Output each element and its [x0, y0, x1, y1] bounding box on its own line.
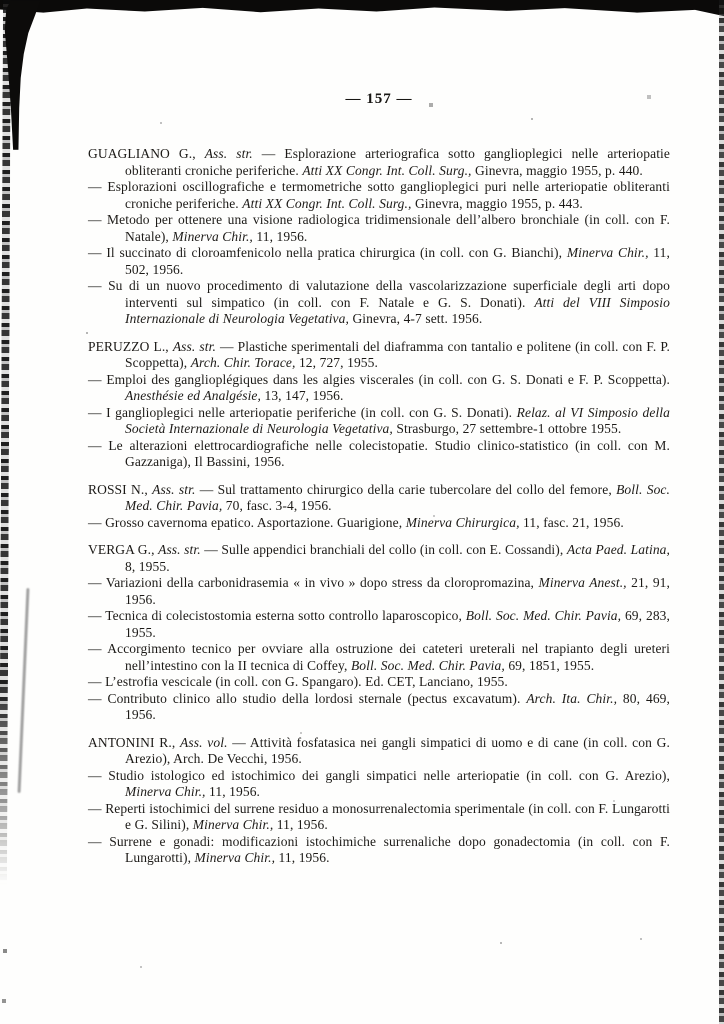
text-segment-italic: Ass. str.	[152, 481, 196, 497]
text-segment-italic: Atti del VIII Simposio Internazionale di Neurologia Vegetativa,	[125, 294, 670, 326]
text-segment: GUAGLIANO G.,	[88, 146, 205, 161]
bib-group-rossi	[88, 482, 670, 532]
bib-entry	[88, 542, 670, 575]
text-segment: 21, 91, 1956.	[125, 575, 670, 607]
text-segment-italic: Arch. Ita. Chir.,	[526, 690, 618, 706]
text-segment-italic: Ass. str.	[204, 146, 253, 161]
scan-artifact-scratch	[18, 588, 30, 793]
text-segment: Ginevra, maggio 1955, p. 443.	[411, 195, 583, 211]
scan-artifact-noise-dots	[0, 0, 2, 2]
scan-artifact-top-edge	[0, 0, 724, 17]
text-segment-italic: Acta Paed. Latina,	[566, 542, 670, 557]
text-segment: VERGA G.,	[88, 542, 159, 557]
text-segment: 8, 1955.	[125, 558, 170, 574]
text-segment: — Sul trattamento chirurgico della carie tubercolare del collo del femore,	[195, 481, 617, 497]
bib-entry	[88, 212, 670, 245]
bib-entry	[88, 372, 670, 405]
text-segment: — Grosso cavernoma epatico. Asportazione. Guarigione,	[88, 514, 406, 530]
bib-group-verga	[88, 542, 670, 724]
text-segment: — Su di un nuovo procedimento di valutazione della vascolarizzazione superficiale degli arti dopo interventi sul simpatico (in coll. con F. Natale e G. S. Donati).	[88, 278, 670, 310]
bib-entry	[88, 834, 670, 867]
text-segment: Strasburgo, 27 settembre-1 ottobre 1955.	[392, 421, 622, 436]
text-segment-italic: Boll. Soc. Med. Chir. Pavia,	[465, 608, 622, 623]
bib-group-guagliano	[88, 146, 670, 328]
bib-entry	[88, 405, 670, 438]
text-segment: — Metodo per ottenere una visione radiologica tridimensionale dell’albero bronchiale (in coll. con F. Natale),	[88, 212, 670, 244]
text-segment-italic: Ass. str.	[172, 338, 216, 354]
bib-entry	[88, 691, 670, 724]
text-segment: — Le alterazioni elettrocardiografiche nelle colecistopatie. Studio clinico-statistico (in coll. con M. Gazzaniga), Il Bassini, 1956.	[88, 437, 670, 469]
text-segment-italic: Minerva Chirurgica,	[405, 514, 520, 530]
bib-entry	[88, 735, 670, 768]
text-segment: — Sulle appendici branchiali del collo (in coll. con E. Cossandi),	[200, 542, 567, 557]
bib-entry	[88, 438, 670, 471]
text-segment: — Reperti istochimici del surrene residuo a monosurrenalectomia sperimentale (in coll. con F. Lungarotti e G. Silini),	[88, 800, 670, 832]
text-segment: PERUZZO L.,	[88, 338, 173, 354]
text-segment-italic: Atti XX Congr. Int. Coll. Surg.,	[302, 162, 472, 178]
page-number: — 157 —	[345, 91, 413, 107]
text-segment: 69, 1851, 1955.	[504, 657, 595, 673]
text-segment-italic: Anesthésie ed Analgésie,	[125, 388, 261, 403]
text-segment-italic: Atti XX Congr. Int. Coll. Surg.,	[242, 195, 412, 211]
bib-entry	[88, 575, 670, 608]
bib-group-peruzzo	[88, 339, 670, 471]
text-segment: — I ganglioplegici nelle arteriopatie periferiche (in coll. con G. S. Donati).	[88, 404, 517, 420]
text-segment-italic: Minerva Chir.,	[172, 228, 253, 244]
text-segment-italic: Boll. Soc. Med. Chir. Pavia,	[350, 657, 505, 673]
text-segment: — Variazioni della carbonidrasemia « in vivo » dopo stress da cloropromazina,	[88, 575, 539, 590]
text-segment: — Surrene e gonadi: modificazioni istochimiche surrenaliche dopo gonadectomia (in coll. con F. Lungarotti),	[88, 833, 670, 865]
text-segment: — Accorgimento tecnico per ovviare alla ostruzione dei cateteri ureterali nel trapianto degli ureteri nell’intestino con la II tecnica di Coffey,	[88, 641, 670, 673]
bib-entry	[88, 339, 670, 372]
text-segment-italic: Minerva Chir.,	[566, 245, 649, 260]
bib-entry	[88, 245, 670, 278]
text-segment: ANTONINI R.,	[88, 734, 181, 750]
text-segment: 69, 283, 1955.	[125, 608, 670, 640]
text-segment: 11, 1956.	[273, 817, 328, 832]
text-segment-italic: Ass. str.	[158, 542, 201, 557]
text-segment: — L’estrofia vescicale (in coll. con G. Spangaro). Ed. CET, Lanciano, 1955.	[88, 674, 508, 689]
text-segment-italic: Arch. Chir. Torace,	[190, 355, 296, 370]
scan-artifact-corner-blob	[4, 0, 42, 150]
bib-entry	[88, 515, 670, 532]
bib-entry	[88, 801, 670, 834]
scan-artifact-right-edge	[719, 0, 724, 1024]
bib-group-antonini	[88, 735, 670, 867]
bib-entry	[88, 278, 670, 328]
text-segment-italic: Minerva Chir.,	[194, 850, 276, 865]
bibliography-list	[88, 146, 670, 867]
text-segment-italic: Relaz. al VI Simposio della Società Internazionale di Neurologia Vegetativa,	[125, 404, 670, 436]
text-segment: — Contributo clinico allo studio della lordosi sternale (pectus excavatum).	[88, 690, 527, 706]
bib-entry	[88, 482, 670, 515]
bib-entry	[88, 768, 670, 801]
bib-entry	[88, 608, 670, 641]
text-segment: — Studio istologico ed istochimico dei gangli simpatici nelle arteriopatie (in coll. con G. Arezio),	[88, 767, 670, 783]
text-segment: Ginevra, 4-7 sett. 1956.	[348, 311, 483, 326]
text-segment: 13, 147, 1956.	[261, 388, 344, 403]
text-segment-italic: Minerva Chir.,	[125, 784, 206, 799]
text-segment: — Tecnica di colecistostomia esterna sotto controllo laparoscopico,	[88, 608, 466, 623]
text-segment: 11, fasc. 21, 1956.	[519, 514, 624, 530]
text-segment-italic: Minerva Anest.,	[538, 575, 627, 590]
text-segment: 11, 1956.	[205, 784, 261, 799]
text-segment: 12, 727, 1955.	[295, 355, 378, 370]
scan-artifact-left-binding-strip	[0, 0, 11, 885]
text-segment-italic: Ass. vol.	[180, 734, 228, 750]
text-segment: 11, 1956.	[275, 850, 330, 865]
text-segment: 80, 469, 1956.	[125, 690, 671, 722]
bib-entry	[88, 146, 670, 179]
text-segment-italic: Boll. Soc. Med. Chir. Pavia,	[125, 481, 670, 513]
text-segment: 11, 502, 1956.	[125, 245, 670, 277]
bib-entry	[88, 641, 670, 674]
text-segment: Ginevra, maggio 1955, p. 440.	[471, 162, 643, 178]
text-segment: — Il succinato di cloroamfenicolo nella pratica chirurgica (in coll. con G. Bianchi),	[88, 245, 567, 260]
text-segment: 11, 1956.	[252, 228, 308, 244]
text-segment: — Esplorazioni oscillografiche e termometriche sotto ganglioplegici puri nelle arteriopatie obliteranti croniche periferiche.	[88, 179, 670, 211]
text-segment: — Attività fosfatasica nei gangli simpatici di uomo e di cane (in coll. con G. Arezio), Arch. De Vecchi, 1956.	[125, 734, 670, 766]
text-segment: 70, fasc. 3-4, 1956.	[222, 498, 332, 513]
text-segment: ROSSI N.,	[88, 481, 153, 497]
text-segment: — Plastiche sperimentali del diaframma con tantalio e politene (in coll. con F. P. Scoppetta),	[125, 338, 671, 370]
bib-entry	[88, 674, 670, 691]
text-segment: — Esplorazione arteriografica sotto ganglioplegici nelle arteriopatie obliteranti croniche periferiche.	[125, 146, 670, 178]
text-segment: — Emploi des ganglioplégiques dans les algies viscerales (in coll. con G. S. Donati e F. P. Scoppetta).	[88, 371, 670, 387]
bib-entry	[88, 179, 670, 212]
text-segment-italic: Minerva Chir.,	[192, 817, 274, 832]
